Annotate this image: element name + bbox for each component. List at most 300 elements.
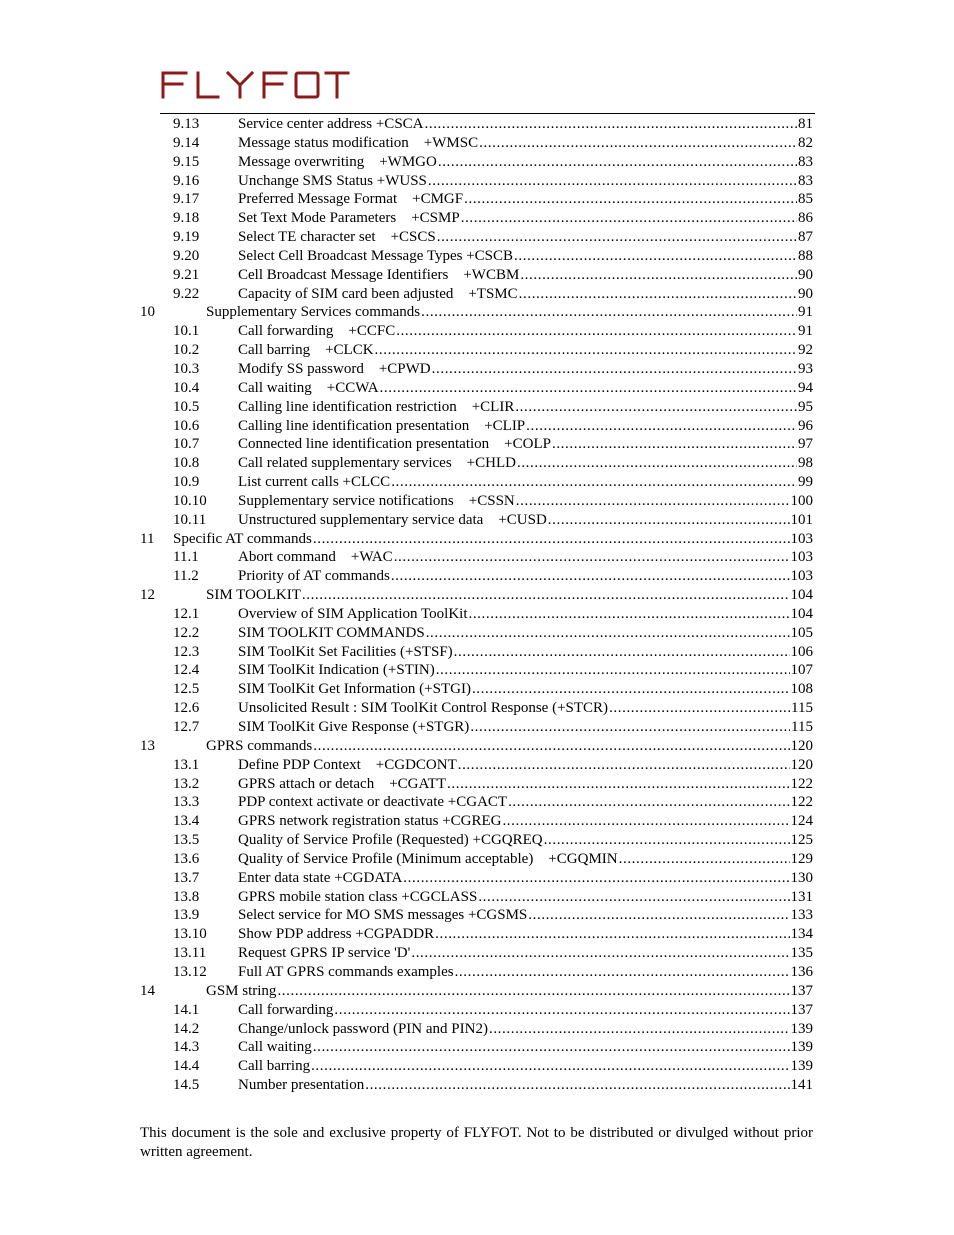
toc-entry-number: 10.4 (173, 379, 200, 396)
toc-entry-line (238, 285, 813, 304)
toc-entry-number: 10 (140, 304, 155, 321)
toc-entry-page: 134 (790, 926, 813, 943)
toc-entry-page: 83 (798, 172, 813, 189)
toc-entry-page: 129 (790, 850, 813, 867)
toc-entry-title: GPRS mobile station class +CGCLASS (238, 888, 478, 905)
toc-dot-leader (619, 850, 790, 869)
toc-entry-number: 10.2 (173, 342, 200, 359)
toc-entry-number: 14.5 (173, 1077, 200, 1094)
toc-dot-leader (526, 417, 797, 436)
toc-entry[interactable] (140, 360, 813, 379)
toc-entry-page: 81 (798, 116, 813, 132)
toc-entry-line (238, 360, 813, 379)
toc-entry-line (238, 492, 813, 511)
toc-entry[interactable] (140, 285, 813, 304)
toc-entry-line (238, 1057, 813, 1076)
toc-entry-page: 139 (790, 1039, 813, 1056)
toc-entry[interactable] (140, 1001, 813, 1020)
toc-dot-leader (517, 454, 797, 473)
toc-entry-line (238, 379, 813, 398)
toc-entry-title: Select TE character set +CSCS (238, 229, 436, 246)
toc-entry-number: 12.7 (173, 719, 200, 735)
toc-entry-line (238, 906, 813, 925)
toc-entry-page: 108 (790, 681, 813, 698)
toc-entry-number: 13.2 (173, 775, 200, 792)
toc-entry-page: 90 (798, 285, 813, 302)
toc-entry[interactable] (140, 153, 813, 172)
toc-dot-leader (489, 1020, 790, 1039)
toc-entry-title: Cell Broadcast Message Identifiers +WCBM (238, 266, 520, 283)
copyright-notice: This document is the sole and exclusive property of FLYFOT. Not to be distributed or divulged without prior written agreement. (140, 1125, 813, 1160)
toc-entry-page: 124 (790, 813, 813, 830)
toc-entry[interactable] (140, 228, 813, 247)
toc-entry-page: 92 (798, 342, 813, 359)
toc-entry-page: 137 (790, 1001, 813, 1018)
toc-entry[interactable] (140, 643, 813, 662)
toc-entry-title: Call barring +CLCK (238, 342, 374, 359)
toc-entry-number: 9.16 (173, 172, 200, 189)
toc-dot-leader (470, 718, 790, 737)
toc-entry-number: 9.20 (173, 247, 200, 264)
toc-entry-line (238, 417, 813, 436)
toc-entry-line (238, 850, 813, 869)
toc-entry-number: 12.1 (173, 605, 200, 622)
toc-entry-number: 13.10 (173, 926, 207, 943)
toc-entry-page: 115 (791, 719, 813, 735)
toc-entry[interactable] (140, 1038, 813, 1057)
flyfot-logo-mark (160, 70, 350, 100)
toc-entry-page: 115 (791, 700, 813, 717)
toc-entry-title: Service center address +CSCA (238, 116, 424, 132)
toc-dot-leader (396, 322, 797, 341)
toc-dot-leader (455, 963, 790, 982)
toc-entry-title: SIM ToolKit Indication (+STIN) (238, 662, 435, 679)
toc-entry-title: Connected line identification presentation +COLP (238, 436, 551, 453)
toc-entry-page: 101 (790, 511, 813, 528)
toc-entry[interactable] (140, 473, 813, 492)
toc-entry-title: Request GPRS IP service 'D' (238, 945, 411, 962)
toc-dot-leader (435, 925, 789, 944)
toc-dot-leader (609, 699, 790, 718)
toc-entry-line (238, 266, 813, 285)
toc-entry-page: 120 (790, 737, 813, 754)
toc-entry-line (173, 530, 813, 549)
toc-entry-line (238, 680, 813, 699)
toc-entry-line (238, 661, 813, 680)
toc-entry-line (238, 699, 813, 718)
toc-entry[interactable] (140, 417, 813, 436)
toc-entry-page: 104 (790, 605, 813, 622)
toc-dot-leader (552, 435, 797, 454)
toc-entry[interactable] (140, 398, 813, 417)
toc-entry-line (238, 209, 813, 228)
toc-dot-leader (468, 605, 789, 624)
toc-entry-title: Supplementary service notifications +CSSN (238, 492, 515, 509)
toc-entry-number: 9.13 (173, 116, 200, 132)
toc-dot-leader (458, 756, 790, 775)
toc-entry[interactable] (140, 812, 813, 831)
toc-entry[interactable] (140, 831, 813, 850)
toc-entry-page: 103 (790, 549, 813, 566)
toc-entry[interactable] (140, 775, 813, 794)
toc-dot-leader (438, 153, 797, 172)
toc-entry-line (238, 605, 813, 624)
toc-entry-line (238, 1076, 813, 1095)
toc-entry-title: SIM ToolKit Set Facilities (+STSF) (238, 643, 453, 660)
toc-entry[interactable] (140, 944, 813, 963)
toc-entry-number: 14.2 (173, 1020, 200, 1037)
toc-entry-line (238, 398, 813, 417)
toc-dot-leader (461, 209, 797, 228)
toc-entry[interactable] (140, 963, 813, 982)
toc-entry-number: 13.9 (173, 907, 200, 924)
toc-entry[interactable] (140, 567, 813, 586)
toc-entry-line (238, 473, 813, 492)
toc-entry-page: 139 (790, 1020, 813, 1037)
toc-dot-leader (391, 473, 797, 492)
toc-entry-title: Call forwarding +CCFC (238, 323, 396, 340)
toc-entry-line (238, 888, 813, 907)
toc-entry-line (238, 247, 813, 266)
toc-dot-leader (472, 680, 790, 699)
toc-entry-page: 98 (798, 455, 813, 472)
toc-entry-number: 10.6 (173, 417, 200, 434)
toc-entry-page: 94 (798, 379, 813, 396)
toc-entry-line (206, 982, 813, 1001)
toc-entry[interactable] (140, 303, 813, 322)
toc-entry-number: 14.4 (173, 1058, 200, 1075)
toc-entry[interactable] (140, 586, 813, 605)
toc-dot-leader (548, 511, 790, 530)
toc-entry-page: 122 (790, 775, 813, 792)
toc-entry-line (238, 153, 813, 172)
toc-dot-leader (479, 134, 797, 153)
toc-entry-number: 12.3 (173, 643, 200, 660)
toc-entry[interactable] (140, 266, 813, 285)
toc-dot-leader (528, 906, 789, 925)
toc-entry-page: 136 (790, 963, 813, 980)
toc-entry-number: 13.1 (173, 756, 200, 773)
toc-dot-leader (334, 1001, 789, 1020)
toc-dot-leader (411, 944, 789, 963)
toc-entry-title: Supplementary Services commands (206, 304, 421, 321)
toc-entry-title: Abort command +WAC (238, 549, 393, 566)
toc-entry-number: 9.17 (173, 191, 200, 208)
toc-entry-page: 88 (798, 247, 813, 264)
toc-entry-page: 104 (790, 587, 813, 604)
toc-entry-title: Specific AT commands (173, 530, 312, 547)
toc-entry-line (238, 963, 813, 982)
toc-entry-title: Unchange SMS Status +WUSS (238, 172, 427, 189)
toc-dot-leader (394, 548, 790, 567)
toc-entry[interactable] (140, 661, 813, 680)
toc-entry-line (238, 567, 813, 586)
toc-entry-title: Select Cell Broadcast Message Types +CSCB (238, 247, 514, 264)
toc-entry-title: Preferred Message Format +CMGF (238, 191, 464, 208)
header-rule (160, 113, 815, 114)
toc-entry-page: 125 (790, 832, 813, 849)
toc-entry-title: SIM ToolKit Give Response (+STGR) (238, 719, 470, 735)
toc-entry[interactable] (140, 718, 813, 737)
toc-entry-title: Quality of Service Profile (Requested) +CGQREQ (238, 832, 543, 849)
toc-entry-line (238, 1038, 813, 1057)
toc-entry-line (238, 925, 813, 944)
toc-entry[interactable] (140, 530, 813, 549)
toc-entry-line (238, 511, 813, 530)
toc-entry-title: Call barring (238, 1058, 311, 1075)
toc-dot-leader (403, 869, 789, 888)
toc-entry-line (238, 944, 813, 963)
toc-entry-page: 97 (798, 436, 813, 453)
toc-entry[interactable] (140, 454, 813, 473)
toc-entry-title: List current calls +CLCC (238, 474, 391, 491)
toc-entry-line (238, 548, 813, 567)
toc-entry-number: 14.1 (173, 1001, 200, 1018)
toc-entry-page: 93 (798, 360, 813, 377)
toc-entry-title: Select service for MO SMS messages +CGSMS (238, 907, 528, 924)
toc-entry-line (238, 341, 813, 360)
toc-entry-number: 12.2 (173, 624, 200, 641)
toc-entry-line (238, 643, 813, 662)
toc-entry-title: Define PDP Context +CGDCONT (238, 756, 457, 773)
toc-entry[interactable] (140, 1020, 813, 1039)
toc-entry[interactable] (140, 247, 813, 266)
toc-entry-line (238, 624, 813, 643)
toc-entry[interactable] (140, 435, 813, 454)
toc-entry-number: 11.2 (173, 568, 199, 585)
toc-entry-line (206, 737, 813, 756)
toc-entry-title: SIM TOOLKIT (206, 587, 301, 604)
toc-entry-page: 90 (798, 266, 813, 283)
toc-entry[interactable] (140, 548, 813, 567)
toc-entry[interactable] (140, 115, 813, 134)
toc-dot-leader (454, 643, 790, 662)
toc-entry-number: 10.11 (173, 511, 207, 528)
toc-entry-line (238, 322, 813, 341)
toc-entry-page: 105 (790, 624, 813, 641)
toc-entry-title: GPRS attach or detach +CGATT (238, 775, 447, 792)
toc-entry-line (238, 718, 813, 737)
toc-entry[interactable] (140, 190, 813, 209)
toc-dot-leader (508, 793, 789, 812)
toc-entry[interactable] (140, 680, 813, 699)
toc-entry-number: 11.1 (173, 549, 199, 566)
toc-entry-line (238, 1001, 813, 1020)
toc-dot-leader (428, 172, 797, 191)
toc-entry-page: 83 (798, 153, 813, 170)
toc-dot-leader (464, 190, 797, 209)
toc-entry-title: Message overwriting +WMGO (238, 153, 437, 170)
toc-entry-number: 10.10 (173, 492, 207, 509)
toc-dot-leader (520, 266, 797, 285)
toc-entry-title: Calling line identification restriction +CLIR (238, 398, 515, 415)
toc-entry-number: 13.6 (173, 850, 200, 867)
toc-entry-number: 9.18 (173, 210, 200, 227)
toc-entry-page: 103 (790, 530, 813, 547)
toc-entry-page: 137 (790, 982, 813, 999)
toc-dot-leader (447, 775, 789, 794)
toc-entry[interactable] (140, 982, 813, 1001)
toc-entry[interactable] (140, 322, 813, 341)
toc-entry-page: 100 (790, 492, 813, 509)
table-of-contents (140, 115, 813, 1095)
toc-entry-number: 9.15 (173, 153, 200, 170)
toc-entry[interactable] (140, 379, 813, 398)
toc-entry-line (206, 303, 813, 322)
toc-entry[interactable] (140, 906, 813, 925)
toc-entry[interactable] (140, 1057, 813, 1076)
toc-entry-page: 106 (790, 643, 813, 660)
toc-entry-page: 86 (798, 210, 813, 227)
toc-entry[interactable] (140, 850, 813, 869)
toc-entry-line (238, 869, 813, 888)
toc-entry[interactable] (140, 756, 813, 775)
toc-dot-leader (391, 567, 790, 586)
toc-entry-title: SIM ToolKit Get Information (+STGI) (238, 681, 471, 698)
toc-entry-number: 13.3 (173, 794, 200, 811)
toc-entry-line (238, 454, 813, 473)
toc-entry-line (238, 134, 813, 153)
toc-entry[interactable] (140, 209, 813, 228)
toc-entry-title: Capacity of SIM card been adjusted +TSMC (238, 285, 518, 302)
toc-dot-leader (421, 303, 797, 322)
toc-entry-page: 85 (798, 191, 813, 208)
toc-dot-leader (544, 831, 790, 850)
toc-entry-title: Call related supplementary services +CHLD (238, 455, 516, 472)
toc-entry-page: 135 (790, 945, 813, 962)
toc-dot-leader (519, 285, 797, 304)
toc-entry-number: 10.1 (173, 323, 200, 340)
toc-entry-title: GPRS network registration status +CGREG (238, 813, 502, 830)
toc-entry-number: 13.7 (173, 869, 200, 886)
toc-entry-page: 139 (790, 1058, 813, 1075)
toc-dot-leader (516, 492, 790, 511)
toc-entry-page: 96 (798, 417, 813, 434)
toc-dot-leader (437, 228, 797, 247)
toc-entry-title: SIM TOOLKIT COMMANDS (238, 624, 425, 641)
toc-entry-page: 82 (798, 134, 813, 151)
toc-entry-page: 99 (798, 474, 813, 491)
toc-dot-leader (502, 812, 789, 831)
toc-entry[interactable] (140, 492, 813, 511)
toc-entry-title: Unstructured supplementary service data +CUSD (238, 511, 547, 528)
toc-dot-leader (514, 247, 797, 266)
toc-dot-leader (313, 530, 790, 549)
toc-entry[interactable] (140, 134, 813, 153)
toc-entry-line (238, 190, 813, 209)
toc-dot-leader (426, 624, 790, 643)
toc-entry[interactable] (140, 793, 813, 812)
toc-entry-title: Call waiting (238, 1039, 312, 1056)
toc-entry-title: Priority of AT commands (238, 568, 390, 585)
toc-entry-line (238, 172, 813, 191)
toc-dot-leader (432, 360, 797, 379)
toc-dot-leader (375, 341, 797, 360)
toc-entry[interactable] (140, 1076, 813, 1095)
toc-entry-number: 10.3 (173, 360, 200, 377)
toc-dot-leader (365, 1076, 789, 1095)
toc-entry-title: Message status modification +WMSC (238, 134, 479, 151)
toc-dot-leader (425, 115, 798, 134)
toc-entry-page: 103 (790, 568, 813, 585)
toc-entry-number: 13.11 (173, 945, 207, 962)
toc-entry-number: 14.3 (173, 1039, 200, 1056)
toc-entry-number: 10.9 (173, 474, 200, 491)
toc-entry-line (238, 812, 813, 831)
toc-entry[interactable] (140, 605, 813, 624)
toc-entry-title: Number presentation (238, 1077, 365, 1094)
toc-entry-number: 13.5 (173, 832, 200, 849)
toc-dot-leader (380, 379, 797, 398)
toc-entry-title: Full AT GPRS commands examples (238, 963, 454, 980)
toc-entry-number: 13.12 (173, 963, 207, 980)
toc-entry-number: 13.4 (173, 813, 200, 830)
toc-entry-line (206, 586, 813, 605)
toc-entry-line (238, 435, 813, 454)
toc-entry-line (238, 775, 813, 794)
toc-entry-number: 9.21 (173, 266, 200, 283)
toc-entry-number: 11 (140, 530, 155, 547)
toc-entry[interactable] (140, 925, 813, 944)
toc-dot-leader (277, 982, 789, 1001)
toc-entry-page: 120 (790, 756, 813, 773)
toc-entry-line (238, 831, 813, 850)
toc-entry-title: Overview of SIM Application ToolKit (238, 605, 468, 622)
toc-entry-title: Enter data state +CGDATA (238, 869, 403, 886)
toc-entry-page: 122 (790, 794, 813, 811)
toc-entry-number: 13 (140, 737, 155, 754)
toc-entry-title: GSM string (206, 982, 277, 999)
toc-entry-title: Modify SS password +CPWD (238, 360, 431, 377)
toc-entry[interactable] (140, 511, 813, 530)
toc-entry-number: 9.14 (173, 134, 200, 151)
toc-entry[interactable] (140, 624, 813, 643)
toc-dot-leader (313, 737, 789, 756)
toc-entry-title: Change/unlock password (PIN and PIN2) (238, 1020, 488, 1037)
toc-entry-line (238, 115, 813, 134)
toc-entry-title: PDP context activate or deactivate +CGACT (238, 794, 508, 811)
toc-entry-number: 10.8 (173, 455, 200, 472)
toc-entry-title: Quality of Service Profile (Minimum acceptable) +CGQMIN (238, 850, 618, 867)
toc-dot-leader (313, 1038, 790, 1057)
toc-entry[interactable] (140, 699, 813, 718)
toc-entry[interactable] (140, 172, 813, 191)
toc-entry-number: 12.5 (173, 681, 200, 698)
toc-entry-line (238, 756, 813, 775)
toc-entry[interactable] (140, 888, 813, 907)
toc-entry-number: 12.6 (173, 700, 200, 717)
toc-entry-line (238, 1020, 813, 1039)
toc-entry[interactable] (140, 737, 813, 756)
toc-entry-number: 10.5 (173, 398, 200, 415)
flyfot-logo (160, 70, 350, 105)
toc-entry-page: 87 (798, 229, 813, 246)
toc-entry-line (238, 228, 813, 247)
toc-dot-leader (436, 661, 790, 680)
toc-entry[interactable] (140, 869, 813, 888)
toc-entry-number: 10.7 (173, 436, 200, 453)
toc-entry-title: Unsolicited Result : SIM ToolKit Control Response (+STCR) (238, 700, 609, 717)
toc-dot-leader (302, 586, 790, 605)
toc-entry-title: GPRS commands (206, 737, 313, 754)
toc-entry-page: 130 (790, 869, 813, 886)
toc-entry-number: 9.22 (173, 285, 200, 302)
toc-entry[interactable] (140, 341, 813, 360)
toc-entry-page: 91 (798, 304, 813, 321)
toc-entry-number: 12 (140, 587, 155, 604)
toc-entry-page: 91 (798, 323, 813, 340)
toc-entry-page: 107 (790, 662, 813, 679)
